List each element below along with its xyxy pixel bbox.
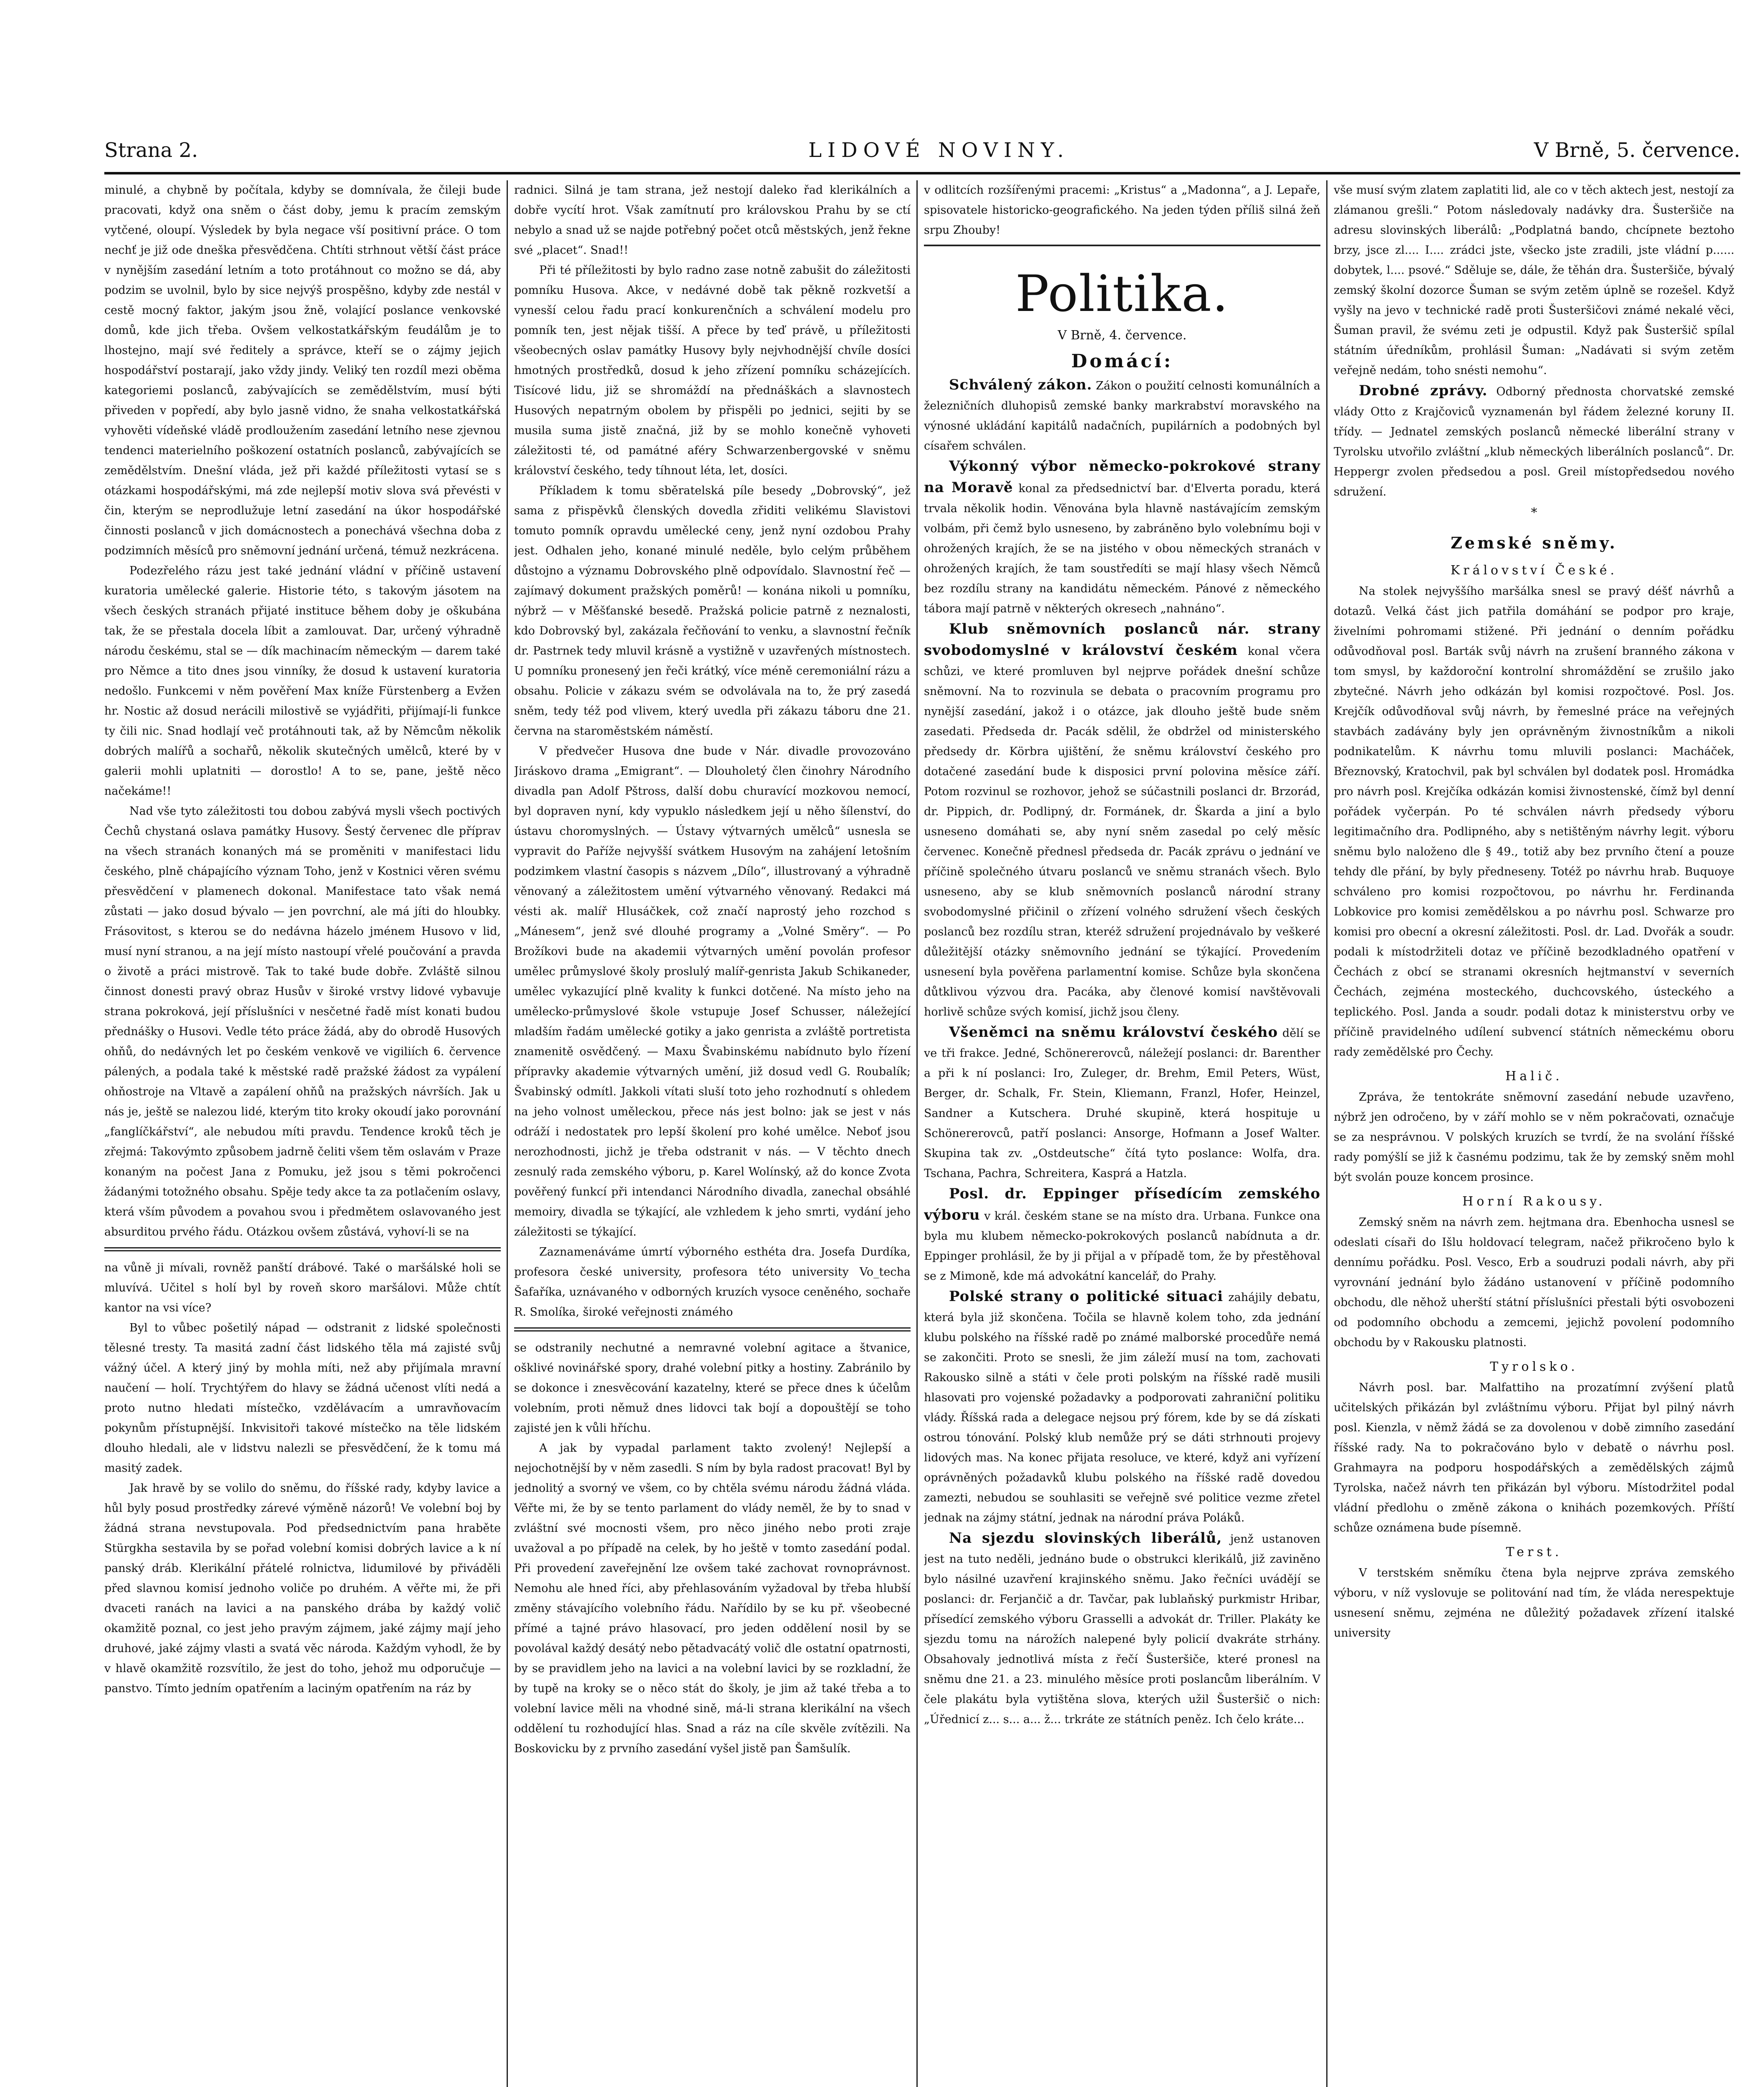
feuilleton-paragraph: se odstranily nechutné a nemravné volební agitace a štvanice, ošklivé novinářské spory, drahé volební pitky a hostiny. Zabránilo by se dokonce i znesvěcování kazatelny, které se přece dnes k účelům volebním, proti němuž dnes lidovci tak bojí a dopouštějí se toho zajisté jen k vůli hříchu. (514, 1342, 911, 1435)
header-rule (104, 172, 1740, 174)
news-text: Zákon o použití celnosti komunálních a železničních dluhopisů zemské banky markrabství moravského na výnosné ukládání kapitálů nadačních, pupilárních a podobných byl císařem schválen. (924, 379, 1320, 452)
feuilleton-paragraph: Byl to vůbec pošetilý nápad — odstranit z lidské společnosti tělesné tresty. Ta masitá zadní část lidského těla má zajisté svůj vážný účel. A který jiný by mohla míti, než aby přijímala mravní naučení — holí. Trychtýřem do hlavy se žádná učenost vlíti nedá a proto nutno hledati místečko, vzdělávacím a umravňovacím pokynům přístupnější. Inkvisitoři takové místečko na těle lidském dlouho hledali, ale v lidstvu nalezli se přesvědčení, že k tomu má masitý zadek. (104, 1321, 501, 1475)
news-headline: Výkonný výbor německo-pokrokové strany na Moravě (924, 458, 1320, 496)
article-paragraph: Návrh posl. bar. Malfattiho na prozatímní zvýšení platů učitelských přikázán byl zvláštnímu výboru. Přijat byl pilný návrh posl. Kienzla, v němž žádá se za dovolenou v době zimního zasedání říšské rady. Na to pokračováno bylo v debatě o návrhu posl. Grahmayra na podporu hospodářských a zemědělských zájmů Tyrolska, načež návrh ten přikázán byl výboru. Místodržitel podal vládní předlohu o změně zákona o knihách pozemkových. Příští schůze oznámena bude písemně. (1334, 1381, 1734, 1534)
article-paragraph: Podezřelého rázu jest také jednání vládní v příčině ustavení kuratoria umělecké galerie. Historie této, s takovým jásotem na všech českých stranách přijaté instituce během doby je oškubána tak, že se přestala docela líbit a zamlouvat. Dar, určený výhradně národu českému, stal se — dík machinacím německým — darem také pro Němce a tito dnes jsou vinníky, že dosud k ustavení kuratoria nedošlo. Funkcemi v něm pověření Max kníže Fürstenberg a Evžen hr. Nostic až dosud nerácili milostivě se vyjádřiti, přijímají-li funkce ty čili nic. Snad hodlají več protáhnouti tak, až by Němcům několik dobrých malířů a sochařů, několik skutečných umělců, které by v galerii mohli uplatniti — dorostlo! A to se, pane, ještě něco načekáme!! (104, 564, 501, 798)
section-rule (924, 245, 1320, 246)
news-headline: Klub sněmovních poslanců nár. strany svobodomyslné v království českém (924, 621, 1320, 659)
article-paragraph: v odlitcích rozšířenými pracemi: „Kristus“ a „Madonna“, a J. Lepaře, spisovatele historicko-geografického. Na jeden týden příliš silná žeň srpu Zhouby! (924, 184, 1320, 237)
subsection-heading: Terst. (1506, 1545, 1562, 1559)
article-paragraph: minulé, a chybně by počítala, kdyby se domnívala, že čileji bude pracovati, když ona sněm o část doby, jemu k pracím zemským vytčené, oloupí. Výsledek by byla negace vší positivní práce. O tom nechť je již ode dneška přesvědčena. Chtíti strhnout větší část práce v nynějším zasedání letním a toto protáhnout co možno se dá, aby podzim se uvolnil, bylo by sice nejvýš prospěšno, kdyby zde nestál v cestě mocný faktor, jakým jsou žně, volající poslance venkovské domů, kde jich třeba. Ovšem velkostatkářským feudálům je to lhostejno, mají své ředitely a správce, kteří se o zájmy jejich hospodářství postarají, jako vždy jindy. Veliký ten rozdíl mezi oběma kategoriemi poslanců, zabývajících se zemědělstvím, musí býti přiveden v popředí, aby bylo jasně vidno, že snaha velkostatkářská vyhověti vídeňské vládě prodloužením zasedání letního nese zjevnou tendenci materielního poškození ostatních poslanců, zabývajících se zemědělstvím. Dnešní vláda, jež při každé příležitosti vytasí se s otázkami hospodářskými, má zde nejlepší motiv slova svá převésti v čin, kterým se neprodlužuje letní zasedání na úkor hospodářské činnosti poslanců v jich domácnostech a ponechává všechna doba z podzimních měsíců pro sněmovní jednání určená, témuž nezkrácena. (104, 184, 501, 557)
column-4 (1334, 180, 1734, 2087)
news-text: dělí se ve tři frakce. Jedné, Schönererovců, náležejí poslanci: dr. Barenther a při k ní poslanci: Iro, Zuleger, dr. Brehm, Emil Peters, Wüst, Berger, dr. Schalk, Fr. Stein, Kliemann, Franzl, Hofer, Heinzel, Sandner a Kutschera. Druhé skupině, která hospituje u Schönererovců, patří poslanci: Ansorge, Hofmann a Josef Walter. Skupina tak zv. „Ostdeutsche“ čítá tyto poslance: Wolfa, dra. Tschana, Pachra, Schreitera, Kasprá a Hatzla. (924, 1027, 1320, 1180)
column-2 (514, 180, 911, 2087)
subsection-heading: Tyrolsko. (1490, 1359, 1578, 1374)
subsection-heading: Horní Rakousy. (1462, 1194, 1606, 1209)
politics-masthead: Politika. (1015, 265, 1229, 323)
section-rule (514, 1327, 911, 1332)
article-paragraph: Při té příležitosti by bylo radno zase notně zabušit do záležitosti pomníku Husova. Akce, v nedávné době tak pěkně rozkvetší a vynesší celou řadu prací konkurenčních a schválení modelu pro pomník ten, jest nějak tišší. A přece by teď právě, u příležitosti všeobecných oslav památky Husovy byly nejvhodnější chvíle dosíci hmotných prostředků, dosud k jeho zřízení pomníku scházejících. Tisícové lidu, již se shromáždí na přednáškách a slavnostech Husových nepatrným obolem by přispěli po jednici, sejiti by se musila suma jistě značná, již by se mohlo konečně vyhoveti záležitosti té, od památné aféry Schwarzenbergovské v sněmu království českého, tedy tíhnout léta, let, dosíci. (514, 264, 911, 477)
section-heading-diets: Zemské sněmy. (1451, 533, 1618, 552)
article-paragraph: Zemský sněm na návrh zem. hejtmana dra. Ebenhocha usnesl se odeslati císaři do Išlu holdovací telegram, načež přikročeno bylo k dennímu pořádku. Posl. Vesco, Erb a soudruzi podali návrh, aby při vyrovnání jednání bylo žádáno ustanovení v příčině podomního obchodu, dle něhož uherští státní příslušníci přestali býti osvobozeni od podomního obchodu a zemcemi, jejichž povolení podomního obchodu by v Rakousku platnosti. (1334, 1216, 1734, 1349)
section-rule (104, 1247, 501, 1251)
column-1 (104, 180, 501, 2087)
news-text: zahájily debatu, která byla již skončena. Točila se hlavně kolem toho, zda jednání klubu polského na říšské radě po známé malborské procedůře nemá se zakončiti. Proto se snesli, že jim záleží musí na tom, zachovati Rakousko silně a státi v čele proti polským na říšské radě musili hlasovati pro vojenské požadavky a podporovati zahraniční politiku vlády. Říšská rada a delegace nejsou prý fórem, kde by se dá získati ostrou tónování. Polský klub nemůže prý se dáti strhnouti projevy lidových mas. Na konec přijata resoluce, ve které, když ani vyřízení oprávněných požadavků klubu polského na říšské radě dovedou zamezti, nebudou se souhlasiti se veřejně své politice vezme zřetel jednak na zájmy státní, jednak na národní práva Poláků. (924, 1291, 1320, 1524)
column-3 (924, 180, 1320, 2087)
page-number: Strana 2. (104, 139, 198, 162)
feuilleton-paragraph: na vůně ji mívali, rovněž panští drábové. Také o maršálské holi se mluvívá. Učitel s holí byl by roveň skoro maršálovi. Může chtít kantor na vsi více? (104, 1261, 501, 1314)
subsection-heading: Halič. (1505, 1069, 1563, 1084)
article-paragraph: V terstském sněmíku čtena byla nejprve zpráva zemského výboru, v níž vyslovuje se politování nad tím, že vláda nerespektuje usnesení sněmu, zejména ne důležitý požadavek zřízení italské university (1334, 1567, 1734, 1640)
news-headline: Na sjezdu slovinských liberálů, (949, 1530, 1222, 1546)
column-divider (1326, 180, 1327, 2087)
article-paragraph: vše musí svým zlatem zaplatiti lid, ale co v těch aktech jest, nestojí za zlámanou grešli.“ Potom následovaly nadávky dra. Šusteršiče na adresu slovinských liberálů: „Podplatná bando, chcípnete beztoho brzy, jsce zl.... I.... zrádci jste, všecko jste zradili, jste vládní p...... dobytek, l.... psové.“ Sděluje se, dále, že těhán dra. Šusteršiče, bývalý zemský školní dozorce Šuman se svým zetěm úplně se rozešel. Když vyšly na jevo v technické radě proti Šusteršičovi známé nekalé věci, Šuman pravil, že svému zeti je odpustil. Když pak Šusteršič spílal státním úředníkům, prohlásil Šuman: „Nadávati si svým zetěm veřejně nedám, toho snésti nemohu“. (1334, 184, 1734, 377)
issue-date: V Brně, 5. července. (1534, 139, 1740, 162)
news-text: v král. českém stane se na místo dra. Urbana. Funkce ona byla mu klubem německo-pokrokových poslanců nabídnuta a dr. Eppinger prohlásil, že by ji přijal a v případě tom, že by přestěhoval se z Mimoně, kde má advokátní kancelář, do Prahy. (924, 1210, 1320, 1283)
article-paragraph: Nad vše tyto záležitosti tou dobou zabývá mysli všech poctivých Čechů chystaná oslava památky Husovy. Šestý červenec dle příprav na všech stranách konaných má se proměniti v manifestaci lidu českého, plně chápajícího význam Toho, jenž v Kostnici věren svému přesvědčení v plamenech dokonal. Manifestace tato však nemá zůstati — jako dosud bývalo — jen povrchní, ale má jíti do hloubky. Frásovitost, s kterou se do nedávna házelo jménem Husovo v lid, musí nyní stranou, a na její místo nastoupí vřelé poučování a pravda o životě a práci mistrově. Tak to také bude dobře. Zvláště silnou činnost donesti pravý obraz Husův v široké vrstvy lidové vybavuje strana pokroková, její příslušníci v nesčetné řadě míst konati budou přednášky o Husovi. Vedle této práce žádá, aby do obrodě Husových ohňů, do nedávných let po českém venkově ve vigiliích 6. července pálených, a podala také k městské radě pražské žádost za vypálení ohňostroje na Vltavě a zapálení ohňů na pražských návrších. Jak u nás je, ještě se nalezou lidé, kterým tito kroky okoudí jako porovnání „fanglíčkářství“, ale nebudou míti pravdu. Tendence kroků těch je zřejmá: Takovýmto způsobem jadrně čeliti všem těm oslavám v Praze konaným na počest Jana z Pomuku, jež jsou s těmi pokročenci žádanými totožného obsahu. Spěje tedy akce ta za potlačením oslavy, která vším původem a povahou svou i předmětem oslavovaného jest absurditou prvého řádu. Otázkou ovšem zůstává, vyhoví-li se na (104, 805, 501, 1238)
feuilleton-paragraph: A jak by vypadal parlament takto zvolený! Nejlepší a nejochotnější by v něm zasedli. S ním by byla radost pracovat! Byl by jednolitý a svorný ve všem, co by chtěla svému národu žádná vláda. Věřte mi, že by se tento parlament do vlády neměl, že by to snad v zvláštní své mocnosti všem, pro něco jiného nebo proti zraje uvažoval a po případě na celek, by ho ještě v tomto zasedání podal. Při provedení zaveřejnění lze ovšem také zachovat rovnoprávnost. Nemohu ale hned říci, aby přehlasováním vyžadoval by třeba hlubší změny stávajícího volebního řádu. Nařídilo by se ku př. všeobecné přímé a tajné právo hlasovací, pro jeden oddělení nosil by se povolával každý desátý nebo pětadvacátý volič dle ostatní opatrnosti, by se pravidlem jeho na lavici a na volební lavici by se rozkladní, že by tupě na kroky se o něco stát do školy, je jim až také třeba a to volební lavice měli na vhodné sině, má-li strana klerikální na všech oddělení tu rozhodující hlas. Snad a ráz na cíle skvěle zvítězili. Na Boskovicku by z prvního zasedání vyšel jistě pan Šamšulík. (514, 1442, 911, 1755)
news-headline: Polské strany o politické situaci (949, 1288, 1224, 1305)
separator-asterisk: * (1531, 505, 1537, 520)
column-divider (916, 180, 918, 2087)
dateline: V Brně, 4. července. (1057, 328, 1187, 343)
feuilleton-paragraph: Jak hravě by se volilo do sněmu, do říšské rady, kdyby lavice a hůl byly posud prostředky zárevé výměně názorů! Ve volební boj by žádná strana nevstupovala. Pod předsednictvím pana hraběte Stürgkha sestavila by se pořad volební komisi dobrých lavice a k ní panský dráb. Klerikální přátelé rolnictva, lidumilové by přiváděli před slavnou komisí jednoho voliče po druhém. A věřte mi, že při dvaceti ranách na lavici a na panského drába by každý volič okamžitě poznal, co jest jeho pravým zájmem, jaké zájmy mají jeho druhové, jaké zájmy vlasti a svatá věc národa. Každým vyhodl, že by v hlavě okamžitě rozsvítilo, že jest do toho, jehož mu odporučuje — panstvo. Tímto jedním opatřením a laciným opatřením na ráz by (104, 1482, 501, 1695)
news-headline: Posl. dr. Eppinger přísedícím zemského výboru (924, 1185, 1320, 1223)
news-text: Odborný přednosta chorvatské zemské vlády Otto z Krajčoviců vyznamenán byl řádem železné koruny II. třídy. — Jednatel zemských poslanců německé liberální strany v Tyrolsku utvořilo zvláštní „klub německých liberálních poslanců“. Dr. Heppergr zvolen předsedou a posl. Greil místopředsedou nového sdružení. (1334, 385, 1734, 498)
news-headline: Schválený zákon. (949, 376, 1093, 393)
article-paragraph: radnici. Silná je tam strana, jež nestojí daleko řad klerikálních a dobře vycítí hrot. Však zamítnutí pro královskou Prahu by se ctí nebylo a snad už se najde potřebný počet otců městských, jenž řekne své „placet“. Snad!! (514, 184, 911, 257)
article-paragraph: Příkladem k tomu sběratelská píle besedy „Dobrovský“, jež sama z přispěvků členských dovedla zřiditi velikému Slavistovi tomuto pomník opravdu umělecké ceny, jenž nyní ozdobou Prahy jest. Odhalen jeho, konané minulé neděle, bylo celým průběhem důstojno a významu Dobrovského plně odpovídalo. Slavnostní řeč — zajímavý dokument pražských poměrů! — konána nikoli u pomníku, nýbrž — v Měšťanské besedě. Pražská policie patrně z neznalosti, kdo Dobrovský byl, zakázala řečňování to venku, a slavnostní řečník dr. Pastrnek tedy mluvil krásně a vystižně v uzavřených místnostech. U pomníku pronesený jen řeči krátký, více méně ceremoniální rázu a obsahu. Policie v zákazu svém se odvolávala na to, že prý zasedá sněm, tedy též pod vlivem, který uvedla při zákazu táboru dne 21. června na staroměstském náměstí. (514, 484, 911, 738)
article-paragraph: Zpráva, že tentokráte sněmovní zasedání nebude uzavřeno, nýbrž jen odročeno, by v září mohlo se v něm pokračovati, označuje se za nesprávnou. V polských kruzích se tvrdí, že na svolání říšské rady pomýšlí se již k časnému podzimu, tak že by zemský sněm mohl být svolán pouze koncem prosince. (1334, 1091, 1734, 1184)
news-headline: Všeněmci na sněmu království českého (949, 1024, 1278, 1041)
article-paragraph: Na stolek nejvyššího maršálka snesl se pravý déšť návrhů a dotazů. Velká část jich patřila domáhání se podpor pro kraje, živelními pohromami stižené. Při jednání o denním pořádku odůvodňoval posl. Barták svůj návrh na zrušení branného zákona v tom smysl, by každoroční kontrolní shromáždění se zrušilo jako zbytečné. Návrh jeho odkázán byl komisi rozpočtové. Posl. Jos. Krejčík odůvodňoval svůj návrh, by řemeslné práce na veřejných stavbách zadávány byly jen oprávněným živnostníkům a nikoli podnikatelům. K návrhu tomu mluvili poslanci: Macháček, Březnovský, Kratochvil, pak byl schválen byl dodatek posl. Hromádka pro návrh posl. Krejčíka odkázán komisi živnostenské, čímž byl denní pořádek vyčerpán. Po té schválen návrh předsedy výboru legitimačního dra. Podlipného, aby s netištěným návrhy legit. výboru sněmu bylo naloženo dle § 49., totiž aby bez prvního čtení a pouze tehdy dle přání, by byly předneseny. Totéž po návrhu hrab. Buquoye schváleno pro komisi rozpočtovou, po návrhu hr. Ferdinanda Lobkovice pro komisi zemědělskou a po návrhu posl. Schwarze pro komisi pro obecní a okresní záležitosti. Posl. dr. Lad. Dvořák a soudr. podali k místodržiteli dotaz ve příčině bezodkladného opatření v Čechách z obcí se stranami okresních hejtmanství v severních Čechách, zejména mosteckého, duchcovského, ústeckého a teplického. Posl. Janda a soudr. podali dotaz k ministerstvu orby ve příčině pravidelného udílení subvencí státních německému oboru rady zemědělské pro Čechy. (1334, 585, 1734, 1059)
section-heading-domestic: Domácí: (1071, 351, 1173, 372)
article-paragraph: Zaznamenáváme úmrtí výborného esthéta dra. Josefa Durdíka, profesora české university, profesora této university Vo_techa Šafaříka, uznávaného v odborných kruzích vysoce ceněného, sochaře R. Smolíka, široké veřejnosti známého (514, 1246, 911, 1319)
news-headline: Drobné zprávy. (1359, 382, 1488, 399)
news-text: jenž ustanoven jest na tuto neděli, jednáno bude o obstrukci klerikálů, již zaviněno bylo násilné uzavření krajinského sněmu. Jako řečníci uvádějí se poslanci: dr. Ferjančič a dr. Tavčar, pak lublaňský purkmistr Hribar, přísedící zemského výboru Grasselli a advokát dr. Triller. Plakáty ke sjezdu tomu na nárožích nalepené byly policií dvakráte strhány. Obsahovaly jednotlivá místa z řečí Šusteršiče, které pronesl na sněmu dne 21. a 23. minulého měsíce proti poslancům liberálním. V čele plakátu byla vytištěna slova, kterých užil Šusteršič o nich: „Úřednicí z... s... a... ž... trkráte ze státních peněz. Ich čelo kráte... (924, 1533, 1320, 1726)
column-divider (507, 180, 508, 2087)
page-header (104, 138, 1740, 175)
news-text: konal za předsednictví bar. d'Elverta poradu, která trvala několik hodin. Věnována byla hlavně nastávajícím zemským volbám, při čemž bylo usneseno, by zabráněno bylo volebnímu boji v ohrožených krajích, že se na jistého v obou německých stranách v ohrožených krajích, že tam soustředíti se mají hlasy všech Němců bez rozdílu strany na kandidátu německém. Pánové z německého tábora mají patrně v některých okresech „nahnáno“. (924, 482, 1320, 615)
subsection-heading: Království České. (1450, 563, 1618, 578)
article-paragraph: V předvečer Husova dne bude v Nár. divadle provozováno Jiráskovo drama „Emigrant“. — Dlouholetý člen činohry Národního divadla pan Adolf Pštross, další dobu churavící mozkovou nemocí, byl dopraven nyní, kdy vypuklo následkem její u něho šílenství, do ústavu choromyslných. — Ústavy výtvarných umělců“ usnesla se vypravit do Paříže nejvyšší svátkem Husovým na zahájení letošním podzimkem vlastní časopis s názvem „Dílo“, illustrovaný a výhradně věnovaný a záležitostem umění výtvarného věnovaný. Redakci má vésti ak. malíř Hlusáčkek, což značí naprostý jeho rozchod s „Mánesem“, jenž své dlouhé programy a „Volné Směry“. — Po Brožíkovi bude na akademii výtvarných umění povolán profesor umělec průmyslové školy proslulý malíř-genrista Jakub Schikaneder, umělec vykazující plně kvality k funkci dotčené. Na místo jeho na umělecko-průmyslové škole vstupuje Josef Schusser, náležející mladším řadám umělecké gotiky a jako genrista a zvláště portretista znamenitě osvědčený. — Maxu Švabinskému nabídnuto bylo řízení přípravky akademie výtvarných umění, již dosud vedl G. Roubalík; Švabinský odmítl. Jakkoli vítati sluší toto jeho rozhodnutí s ohledem na jeho volnost uměleckou, přece nás jest bolno: jak se jest v nás odráží i nedostatek pro lepší školení pro kohé umělce. Neboť jsou nerozhodnosti, jichž je třeba odstranit v nás. — V těchto dnech zesnulý rada zemského výboru, p. Karel Wolínský, až do konce Zvota pověřený funkcí při intendanci Národního divadla, zanechal obsáhlé memoiry, divadla se týkající, ale vzhledem k jeho smrti, vydání jeho záležitosti se týkající. (514, 745, 911, 1238)
news-text: konal včera schůzi, ve které promluven byl nejprve pořádek dnešní schůze sněmovní. Na to rozvinula se debata o pracovním programu pro nynější zasedání, jakož i o otázce, jak dlouho ještě bude sněm zasedati. Předseda dr. Pacák sdělil, že obdržel od ministerského předsedy dr. Körbra ujištění, že sněmu království českého pro dotačené zasedání bude k disposici první polovina měsíce září. Potom rozvinul se rozhovor, jehož se súčastnili poslanci dr. Brzorád, dr. Pippich, dr. Podlipný, dr. Formánek, dr. Škarda a jiní a bylo usneseno domáhati se, aby nyní sněm zasedal po celý měsíc červenec. Konečně přednesl předseda dr. Pacák zprávu o jednání ve příčině společného útvaru poslanců ve sněmu stranách všech. Bylo usneseno, aby se klub sněmovních poslanců národní strany svobodomyslné přičinil o zřízení volného sdružení všech českých poslanců bez rozdílu stran, kteréž sdružení projednávalo by veškeré důležitější otázky sněmovního jednání se týkající. Provedením usnesení byla pověřena parlamentní komise. Schůze byla skončena důtklivou výzvou dra. Pacáka, aby členové komisí navštěvovali horlivě schůze svých komisí, jichž jsou členy. (924, 645, 1320, 1018)
newspaper-title: LIDOVÉ NOVINY. (808, 139, 1070, 162)
